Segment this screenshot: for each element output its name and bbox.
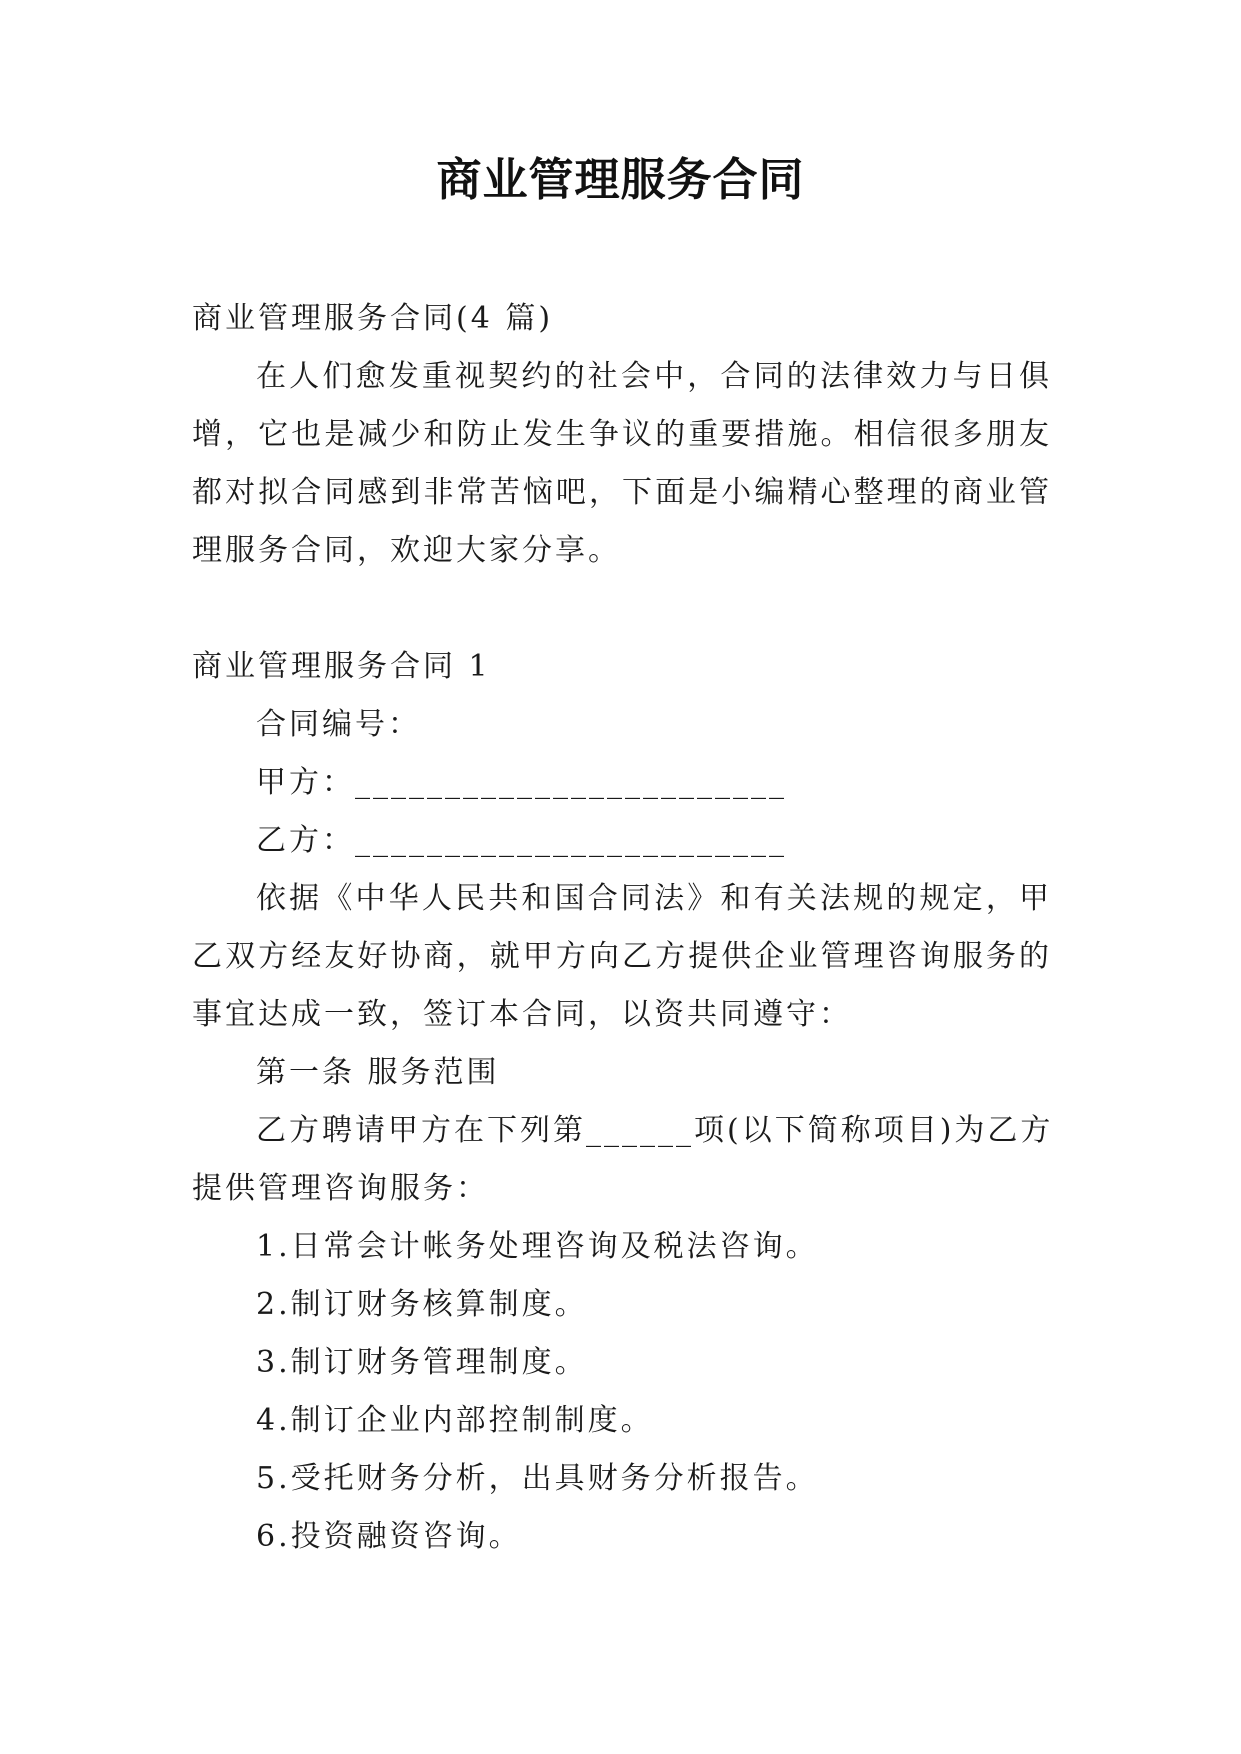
intro-line-4: 理服务合同，欢迎大家分享。	[192, 533, 621, 568]
contract-number-label: 合同编号：	[256, 707, 421, 742]
article1-line-1: 乙方聘请甲方在下列第______项(以下简称项目)为乙方	[256, 1113, 1054, 1148]
list-item: 3.制订财务管理制度。	[256, 1345, 588, 1380]
list-item: 5.受托财务分析，出具财务分析报告。	[256, 1461, 819, 1496]
section-heading: 商业管理服务合同 1	[192, 649, 491, 684]
list-item: 2.制订财务核算制度。	[256, 1287, 588, 1322]
article1-line-2: 提供管理咨询服务：	[192, 1171, 489, 1206]
section-spacer	[192, 580, 1052, 638]
list-item: 4.制订企业内部控制制度。	[256, 1403, 654, 1438]
party-b-line: 乙方：________________________	[256, 823, 787, 858]
intro-line-2: 增，它也是减少和防止发生争议的重要措施。相信很多朋友	[192, 417, 1052, 452]
document-title: 商业管理服务合同	[436, 153, 805, 206]
intro-line-1: 在人们愈发重视契约的社会中，合同的法律效力与日俱	[256, 359, 1052, 394]
basis-line-3: 事宜达成一致，签订本合同，以资共同遵守：	[192, 997, 852, 1032]
party-a-line: 甲方：________________________	[256, 765, 787, 800]
list-item: 6.投资融资咨询。	[256, 1519, 522, 1554]
document-body	[192, 290, 1052, 1566]
intro-line-3: 都对拟合同感到非常苦恼吧，下面是小编精心整理的商业管	[192, 475, 1052, 510]
list-item: 1.日常会计帐务处理咨询及税法咨询。	[256, 1229, 819, 1264]
article1-heading: 第一条 服务范围	[256, 1055, 500, 1090]
basis-line-1: 依据《中华人民共和国合同法》和有关法规的规定，甲	[256, 881, 1052, 916]
document-subtitle: 商业管理服务合同(4 篇)	[192, 301, 554, 336]
basis-line-2: 乙双方经友好协商，就甲方向乙方提供企业管理咨询服务的	[192, 939, 1052, 974]
